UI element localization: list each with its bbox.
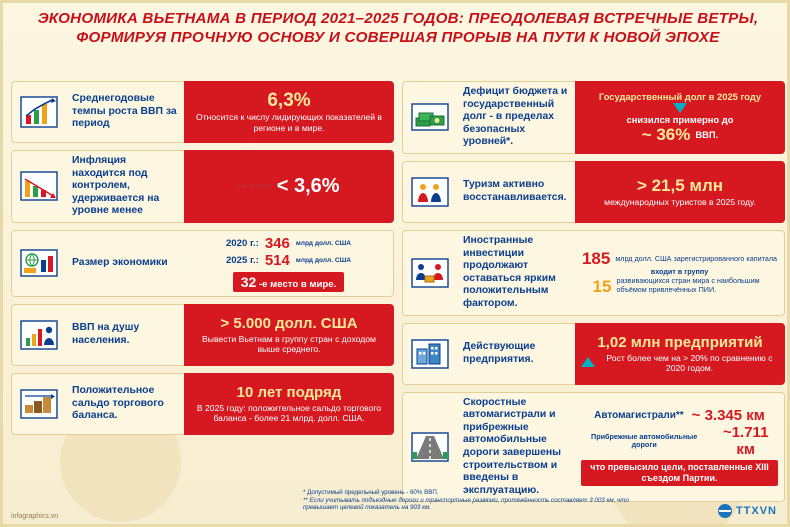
row-economy-size xyxy=(11,230,394,297)
value-small: на уровне xyxy=(238,181,272,191)
value-sub: Вывести Вьетнам в группу стран с доходом выше среднего. xyxy=(202,334,376,355)
value-main: > 5.000 долл. США xyxy=(220,315,358,333)
value-head: Государственный долг в 2025 году xyxy=(598,90,762,102)
row-label: Туризм активно восстанавливается. xyxy=(457,161,575,223)
row-gdp-growth xyxy=(11,81,394,143)
value-mid: входит в группу xyxy=(650,267,709,277)
value-main: 10 лет подряд xyxy=(236,384,342,402)
trade-balance-icon xyxy=(11,373,66,435)
year-label: 2025 г.: xyxy=(225,254,259,266)
value-main: 6,3% xyxy=(267,90,311,112)
buildings-icon xyxy=(402,323,457,385)
value-main-unit: млрд долл. США зарегистрированного капитала xyxy=(615,253,778,263)
left-column xyxy=(11,81,394,502)
footnotes xyxy=(303,489,633,512)
row-label: Иностранные инвестиции продолжают оставаться ярким положительным фактором. xyxy=(457,230,575,316)
row-label: ВВП на душу населения. xyxy=(66,304,184,366)
gdp-person-icon xyxy=(11,304,66,366)
row-label: Дефицит бюджета и государственный долг - в пределах безопасных уровней*. xyxy=(457,81,575,154)
row-label: Скоростные автомагистрали и прибрежные автомобильные дороги завершены строительством и введены в эксплуатацию. xyxy=(457,392,575,503)
row-enterprises xyxy=(402,323,785,385)
value-main: < 3,6% xyxy=(276,174,340,197)
value-main: 185 xyxy=(581,249,611,269)
logo-text: TTXVN xyxy=(735,505,777,517)
arrow-down-icon xyxy=(673,103,687,113)
row-label: Положительное сальдо торгового баланса. xyxy=(66,373,184,435)
bar-chart-growth-icon xyxy=(11,81,66,143)
year-value: 514 xyxy=(264,251,290,269)
source-credit: infographics.vn xyxy=(11,513,59,520)
row-value xyxy=(575,81,785,154)
value-row2-num: ~1.711 км xyxy=(722,424,769,459)
row-value xyxy=(575,392,785,503)
row-fdi xyxy=(402,230,785,316)
year-value: 346 xyxy=(264,234,290,252)
right-column xyxy=(402,81,785,502)
page-title: ЭКОНОМИКА ВЬЕТНАМА В ПЕРИОД 2021–2025 ГОДОВ: ПРЕОДОЛЕВАЯ ВСТРЕЧНЫЕ ВЕТРЫ, ФОРМИРУЯ ПРОЧНУЮ ОСНОВУ И СОВЕРШАЯ ПРОРЫВ НА ПУТИ К НОВОЙ ЭПОХЕ xyxy=(37,10,759,46)
row-value xyxy=(184,81,394,143)
year-unit: млрд долл. США xyxy=(295,239,352,247)
row-value xyxy=(575,230,785,316)
ttxvn-logo xyxy=(718,504,777,518)
row-public-debt xyxy=(402,81,785,154)
row-label: Действующие предприятия. xyxy=(457,323,575,385)
value-main: ~ 36% xyxy=(641,124,691,144)
content-columns xyxy=(11,81,785,502)
fdi-handshake-icon xyxy=(402,230,457,316)
value-sub: В 2025 году: положительное сальдо торгового баланса - более 21 млрд. долл. США. xyxy=(196,403,382,424)
year-label: 2020 г.: xyxy=(225,237,259,249)
value-main2: 15 xyxy=(592,277,612,297)
value-head-num: ~ 3.345 км xyxy=(691,407,765,425)
money-stack-icon xyxy=(402,81,457,154)
falling-chart-icon xyxy=(11,150,66,223)
row-value xyxy=(184,373,394,435)
globe-icon xyxy=(718,504,732,518)
row-trade-balance xyxy=(11,373,394,435)
row-gdp-per-capita xyxy=(11,304,394,366)
value-sub: международных туристов в 2025 году. xyxy=(604,197,756,208)
value-sub: Рост более чем на > 20% по сравнению с 2020 годом. xyxy=(606,352,773,374)
row-inflation xyxy=(11,150,394,223)
value-head: Автомагистрали** xyxy=(594,410,684,422)
rank-number: 32 xyxy=(240,273,257,290)
value-row2-label: Прибрежные автомобильные дороги xyxy=(591,431,698,450)
rank-text: -е место в мире. xyxy=(258,278,337,290)
footnote-2: ** Если учитывать подъездные дороги и транспортные развязки, протяжённость составляет 3 003 км, что превышает целевой показатель на 903 км. xyxy=(303,496,629,512)
value-sub: Относится к числу лидирующих показателей в регионе и в мире. xyxy=(196,112,382,133)
row-tourism xyxy=(402,161,785,223)
row-value xyxy=(184,150,394,223)
city-factory-icon xyxy=(11,230,66,297)
value-mid: снизился примерно до xyxy=(626,113,734,125)
value-main: 1,02 млн предприятий xyxy=(597,333,763,351)
economy-rank-ribbon xyxy=(233,272,345,292)
row-value xyxy=(184,304,394,366)
highway-icon xyxy=(402,392,457,503)
arrow-up-icon xyxy=(581,357,595,367)
value-sub: что превысило цели, поставленные XIII съездом Партии. xyxy=(581,460,778,486)
value-main: > 21,5 млн xyxy=(636,176,724,196)
row-highways xyxy=(402,392,785,503)
row-label: Размер экономики xyxy=(66,230,184,297)
economy-row-2020 xyxy=(226,235,351,252)
row-value xyxy=(575,323,785,385)
value-sub: развивающихся стран мира с наибольшим объёмом привлечённых ПИИ. xyxy=(616,276,760,294)
tourists-icon xyxy=(402,161,457,223)
row-value xyxy=(575,161,785,223)
economy-row-2025 xyxy=(226,252,351,269)
year-unit: млрд долл. США xyxy=(295,256,352,264)
value-tail: ВВП. xyxy=(695,128,719,140)
row-label: Среднегодовые темпы роста ВВП за период xyxy=(66,81,184,143)
footnote-1: * Допустимый предельный уровень - 60% ВВП. xyxy=(303,489,439,496)
row-value xyxy=(184,230,394,297)
row-label: Инфляция находится под контролем, удерживается на уровне менее xyxy=(66,150,184,223)
